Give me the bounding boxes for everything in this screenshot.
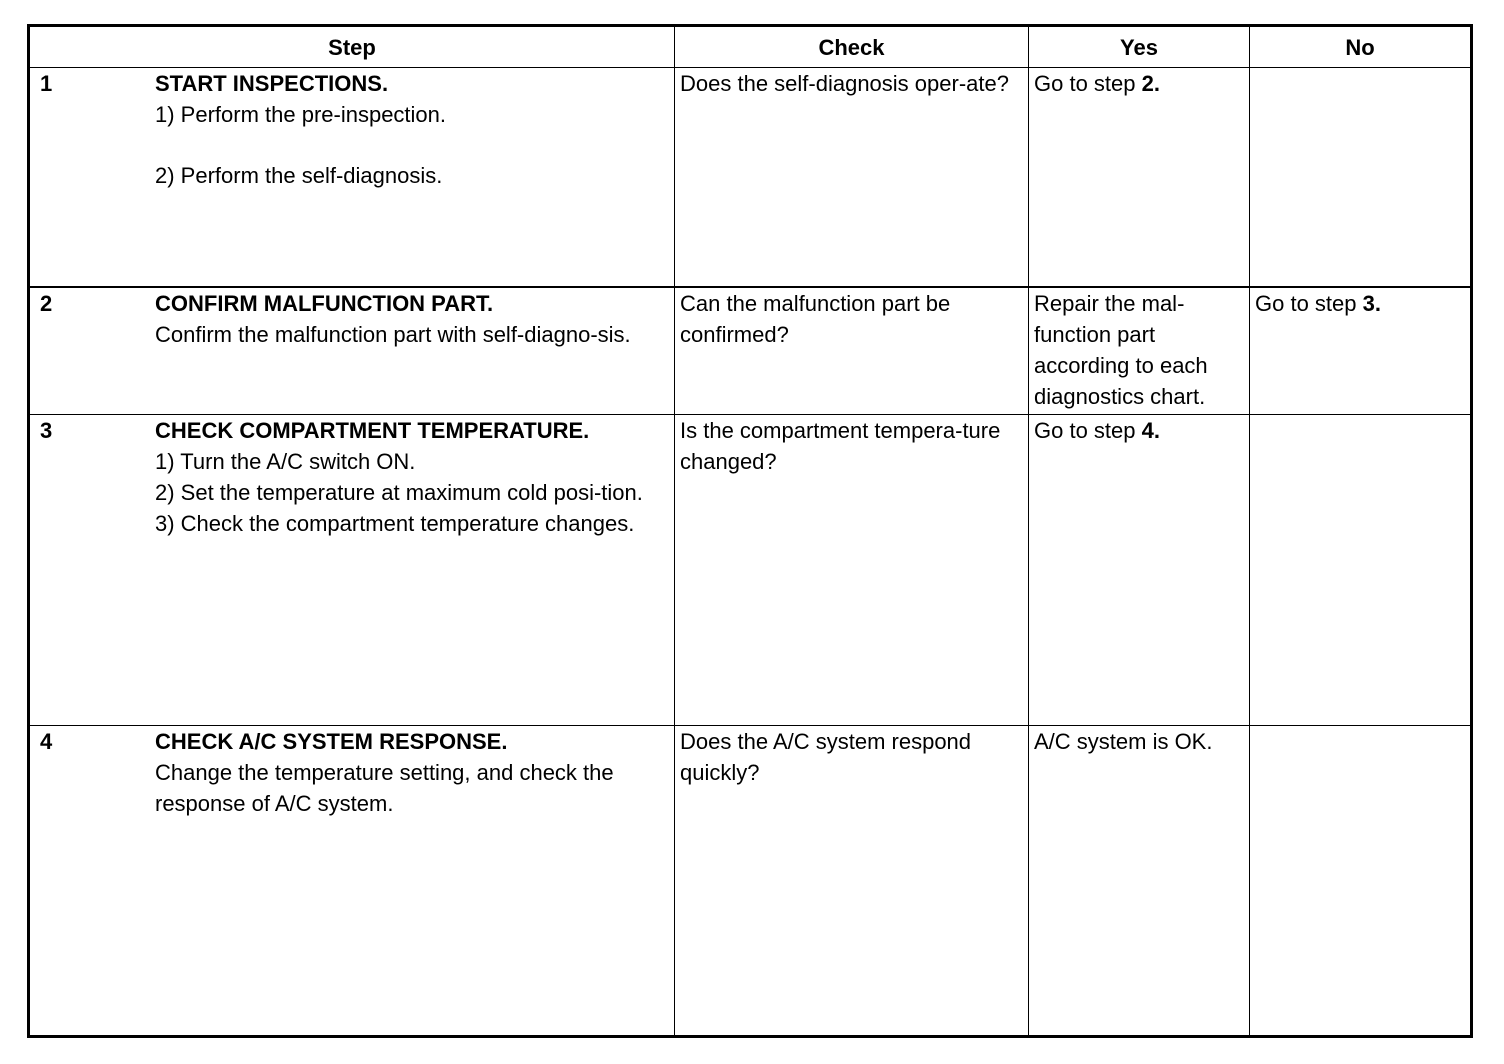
yes-cell — [1029, 68, 1250, 287]
diagnostic-table — [27, 24, 1473, 1038]
step-title: CHECK COMPARTMENT TEMPERATURE. — [155, 418, 590, 443]
step-instruction: 2) Set the temperature at maximum cold posi-tion. — [155, 480, 643, 505]
step-title: CONFIRM MALFUNCTION PART. — [155, 290, 494, 316]
no-text: Go to step — [1255, 290, 1363, 316]
no-cell — [1250, 68, 1472, 287]
check-cell — [675, 287, 1029, 415]
check-text: Does the self-diagnosis oper-ate? — [680, 71, 1009, 96]
no-cell — [1250, 287, 1472, 415]
table-row — [29, 415, 1472, 726]
step-instruction: Change the temperature setting, and check the response of A/C system. — [155, 760, 614, 816]
step-cell — [29, 415, 675, 726]
header-check: Check — [675, 26, 1029, 68]
step-instruction: 1) Turn the A/C switch ON. — [155, 449, 416, 474]
check-text: Is the compartment tempera-ture changed? — [680, 418, 1001, 474]
step-cell — [29, 726, 675, 1037]
step-cell — [29, 287, 675, 415]
step-number: 2 — [40, 290, 53, 316]
yes-cell — [1029, 726, 1250, 1037]
table-header-row — [29, 26, 1472, 68]
step-number: 4 — [40, 729, 53, 754]
check-text: Can the malfunction part be confirmed? — [680, 290, 951, 347]
yes-step-ref: 2. — [1141, 71, 1160, 96]
table-row — [29, 287, 1472, 415]
yes-text: Repair the mal-function part according to each diagnostics chart. — [1034, 290, 1208, 409]
no-step-ref: 3. — [1362, 290, 1381, 316]
no-cell — [1250, 415, 1472, 726]
step-instruction: 2) Perform the self-diagnosis. — [155, 163, 443, 188]
step-number: 3 — [40, 418, 53, 443]
step-title: START INSPECTIONS. — [155, 71, 389, 96]
check-text: Does the A/C system respond quickly? — [680, 729, 972, 785]
yes-cell — [1029, 287, 1250, 415]
check-cell — [675, 415, 1029, 726]
step-instruction: 3) Check the compartment temperature changes. — [155, 511, 635, 536]
yes-step-ref: 4. — [1141, 418, 1160, 443]
step-number: 1 — [40, 71, 53, 96]
header-yes: Yes — [1029, 26, 1250, 68]
header-no: No — [1250, 26, 1472, 68]
step-cell — [29, 68, 675, 287]
yes-cell — [1029, 415, 1250, 726]
check-cell — [675, 68, 1029, 287]
no-cell — [1250, 726, 1472, 1037]
header-step: Step — [29, 26, 675, 68]
step-instruction: Confirm the malfunction part with self-diagno-sis. — [155, 321, 631, 347]
step-instruction: 1) Perform the pre-inspection. — [155, 102, 447, 127]
table-row — [29, 68, 1472, 287]
yes-text: Go to step — [1034, 71, 1142, 96]
step-title: CHECK A/C SYSTEM RESPONSE. — [155, 729, 508, 754]
table-row — [29, 726, 1472, 1037]
yes-text: A/C system is OK. — [1034, 729, 1213, 754]
check-cell — [675, 726, 1029, 1037]
yes-text: Go to step — [1034, 418, 1142, 443]
